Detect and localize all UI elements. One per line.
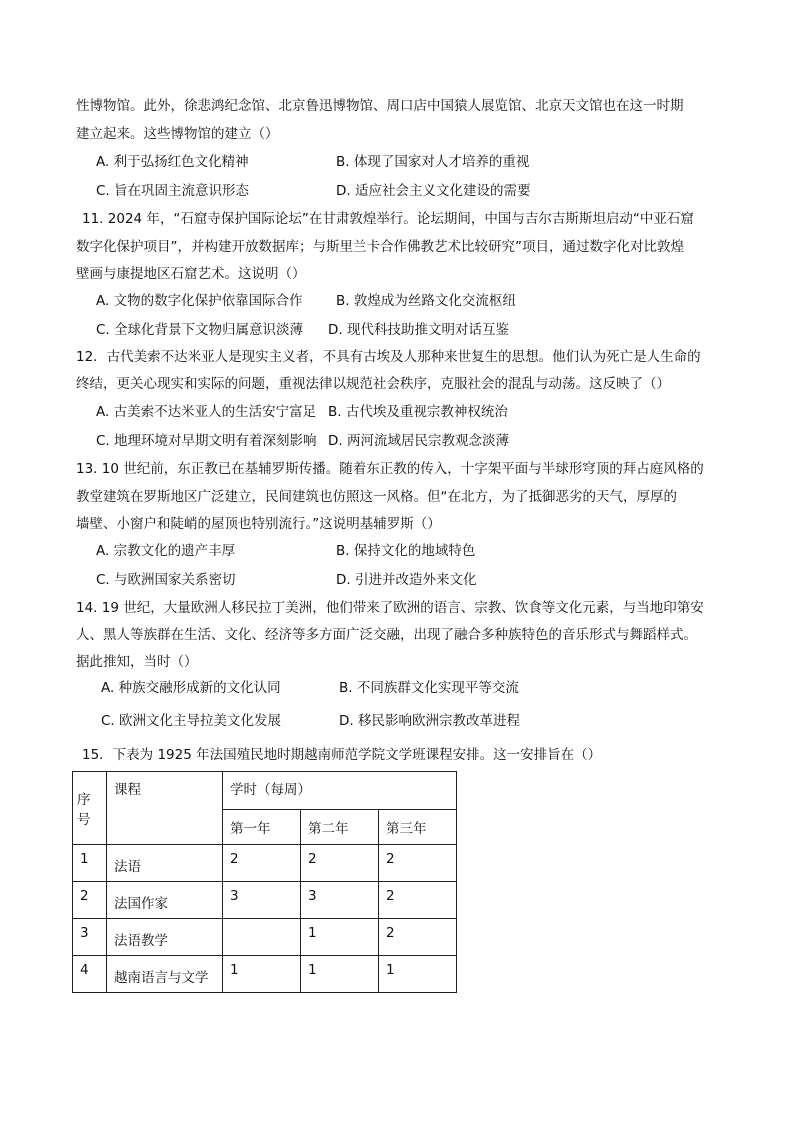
header-year-3: 第三年 <box>379 809 457 844</box>
cell-no: 3 <box>73 919 107 956</box>
q13-option-c[interactable]: C. 与欧洲国家关系密切 <box>96 572 236 588</box>
cell-y3: 2 <box>379 845 457 882</box>
cell-y3: 2 <box>379 882 457 919</box>
cell-y2: 2 <box>301 845 379 882</box>
table-header-row <box>73 772 457 810</box>
q11-text-line3: 壁画与康提地区石窟艺术。这说明（） <box>76 266 306 282</box>
q12-text-line2: 终结，更关心现实和实际的问题，重视法律以规范社会秩序，克服社会的混乱与动荡。这反映了（） <box>76 376 670 392</box>
header-no: 序号 <box>73 772 107 845</box>
q11-option-c[interactable]: C. 全球化背景下文物归属意识淡薄 <box>96 322 304 338</box>
cell-y3: 1 <box>379 956 457 993</box>
cell-y1: 2 <box>223 845 301 882</box>
table-row <box>73 919 457 956</box>
q14-text-line2: 人、黑人等族群在生活、文化、经济等多方面广泛交融，出现了融合多种族特色的音乐形式与舞蹈样式。 <box>76 627 697 643</box>
q12-option-c[interactable]: C. 地理环境对早期文明有着深刻影响 <box>96 433 317 449</box>
q11-option-d[interactable]: D. 现代科技助推文明对话互鉴 <box>328 322 509 338</box>
q12-option-b[interactable]: B. 古代埃及重视宗教神权统治 <box>328 404 508 420</box>
q11-text-line2: 数字化保护项目”，并构建开放数据库；与斯里兰卡合作佛教艺术比较研究”项目，通过数字化对比敦煌 <box>76 239 684 255</box>
q13-option-b[interactable]: B. 保持文化的地域特色 <box>336 543 476 559</box>
cell-y3: 2 <box>379 919 457 956</box>
q11-option-a[interactable]: A. 文物的数字化保护依靠国际合作 <box>96 293 303 309</box>
cell-course: 法语 <box>107 845 223 882</box>
header-hours: 学时（每周） <box>223 772 457 810</box>
cell-no: 1 <box>73 845 107 882</box>
q11-option-b[interactable]: B. 敦煌成为丝路文化交流枢纽 <box>336 293 516 309</box>
q13-text-line1: 13. 10 世纪前，东正教已在基辅罗斯传播。随着东正教的传入，十字架平面与半球形穹顶的拜占庭风格的 <box>76 461 704 477</box>
course-schedule-table <box>72 771 457 993</box>
q12-text-line1: 12．古代美索不达米亚人是现实主义者，不具有古埃及人那种来世复生的思想。他们认为死亡是人生命的 <box>76 349 701 365</box>
q10-text-line2: 建立起来。这些博物馆的建立（） <box>76 126 279 142</box>
cell-no: 4 <box>73 956 107 993</box>
q10-option-b[interactable]: B. 体现了国家对人才培养的重视 <box>336 154 530 170</box>
header-year-1: 第一年 <box>223 809 301 844</box>
q14-option-a[interactable]: A. 种族交融形成新的文化认同 <box>101 680 281 696</box>
q13-option-d[interactable]: D. 引进并改造外来文化 <box>336 572 477 588</box>
q14-text-line1: 14. 19 世纪，大量欧洲人移民拉丁美洲，他们带来了欧洲的语言、宗教、饮食等文化元素，与当地印第安 <box>76 600 704 616</box>
cell-course: 越南语言与文学 <box>107 956 223 993</box>
cell-y2: 3 <box>301 882 379 919</box>
cell-course: 法国作家 <box>107 882 223 919</box>
cell-course: 法语教学 <box>107 919 223 956</box>
q13-text-line3: 墙壁、小窗户和陡峭的屋顶也特别流行。”这说明基辅罗斯（） <box>76 516 441 532</box>
cell-y1 <box>223 919 301 956</box>
q15-text-line1: 15．下表为 1925 年法国殖民地时期越南师范学院文学班课程安排。这一安排旨在（） <box>82 747 602 763</box>
table-row <box>73 882 457 919</box>
q10-text-line1: 性博物馆。此外，徐悲鸿纪念馆、北京鲁迅博物馆、周口店中国猿人展览馆、北京天文馆也在这一时期 <box>76 98 684 114</box>
q10-option-c[interactable]: C. 旨在巩固主流意识形态 <box>96 183 250 199</box>
header-year-2: 第二年 <box>301 809 379 844</box>
cell-y1: 1 <box>223 956 301 993</box>
cell-y2: 1 <box>301 956 379 993</box>
header-course: 课程 <box>107 772 223 845</box>
cell-y1: 3 <box>223 882 301 919</box>
q14-option-c[interactable]: C. 欧洲文化主导拉美文化发展 <box>101 713 282 729</box>
q14-text-line3: 据此推知，当时（） <box>76 654 198 670</box>
q12-option-a[interactable]: A. 古美索不达米亚人的生活安宁富足 <box>96 404 317 420</box>
q13-option-a[interactable]: A. 宗教文化的遗产丰厚 <box>96 543 236 559</box>
table-row <box>73 845 457 882</box>
q12-option-d[interactable]: D. 两河流域居民宗教观念淡薄 <box>328 433 509 449</box>
q11-text-line1: 11. 2024 年，“石窟寺保护国际论坛”在甘肃敦煌举行。论坛期间，中国与吉尔吉斯斯坦启动“中亚石窟 <box>82 211 694 227</box>
q10-option-d[interactable]: D. 适应社会主义文化建设的需要 <box>336 183 531 199</box>
cell-no: 2 <box>73 882 107 919</box>
table-row <box>73 956 457 993</box>
q14-option-d[interactable]: D. 移民影响欧洲宗教改革进程 <box>339 713 520 729</box>
q14-option-b[interactable]: B. 不同族群文化实现平等交流 <box>339 680 519 696</box>
q10-option-a[interactable]: A. 利于弘扬红色文化精神 <box>96 154 249 170</box>
q13-text-line2: 教堂建筑在罗斯地区广泛建立，民间建筑也仿照这一风格。但“在北方，为了抵御恶劣的天气，厚厚的 <box>76 489 677 505</box>
cell-y2: 1 <box>301 919 379 956</box>
